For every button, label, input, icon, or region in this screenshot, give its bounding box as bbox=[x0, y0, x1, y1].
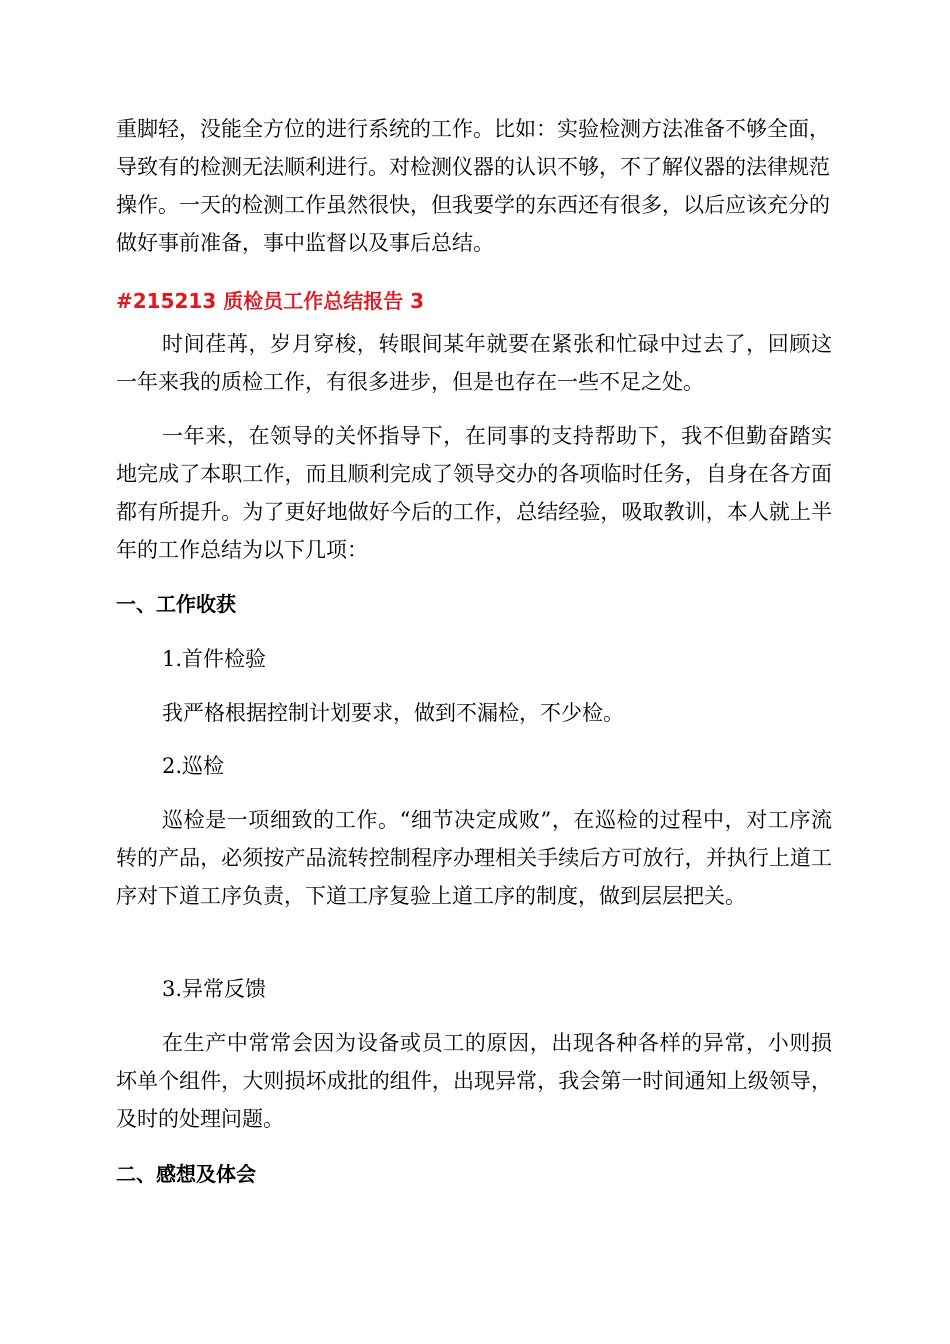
continuation-paragraph: 重脚轻，没能全方位的进行系统的工作。比如：实验检测方法准备不够全面，导致有的检测无法顺利进行。对检测仪器的认识不够，不了解仪器的法律规范操作。一天的检测工作虽然很快，但我要学的东西还有很多，以后应该充分的做好事前准备，事中监督以及事后总结。 bbox=[116, 117, 830, 255]
section-two-heading: 二、感想及体会 bbox=[116, 1162, 256, 1186]
intro-paragraph: 时间荏苒，岁月穿梭，转眼间某年就要在紧张和忙碌中过去了，回顾这一年来我的质检工作，有很多进步，但是也存在一些不足之处。 bbox=[116, 332, 832, 394]
item-one-title: 1.首件检验 bbox=[162, 647, 267, 671]
item-two-text: 巡检是一项细致的工作。“细节决定成败”，在巡检的过程中，对工序流转的产品，必须按产品流转控制程序办理相关手续后方可放行，并执行上道工序对下道工序负责，下道工序复验上道工序的制度，做到层层把关。 bbox=[116, 808, 832, 908]
report-heading: #215213 质检员工作总结报告 3 bbox=[116, 289, 425, 313]
item-three-text: 在生产中常常会因为设备或员工的原因，出现各种各样的异常，小则损坏单个组件，大则损坏成批的组件，出现异常，我会第一时间通知上级领导，及时的处理问题。 bbox=[116, 1031, 832, 1131]
section-one-heading: 一、工作收获 bbox=[116, 592, 236, 616]
item-three-title: 3.异常反馈 bbox=[162, 977, 267, 1001]
item-two-title: 2.巡检 bbox=[162, 754, 225, 778]
summary-paragraph: 一年来，在领导的关怀指导下，在同事的支持帮助下，我不但勤奋踏实地完成了本职工作，而且顺利完成了领导交办的各项临时任务，自身在各方面都有所提升。为了更好地做好今后的工作，总结经验，吸取教训，本人就上半年的工作总结为以下几项： bbox=[116, 424, 832, 562]
item-one-text: 我严格根据控制计划要求，做到不漏检，不少检。 bbox=[162, 701, 624, 725]
